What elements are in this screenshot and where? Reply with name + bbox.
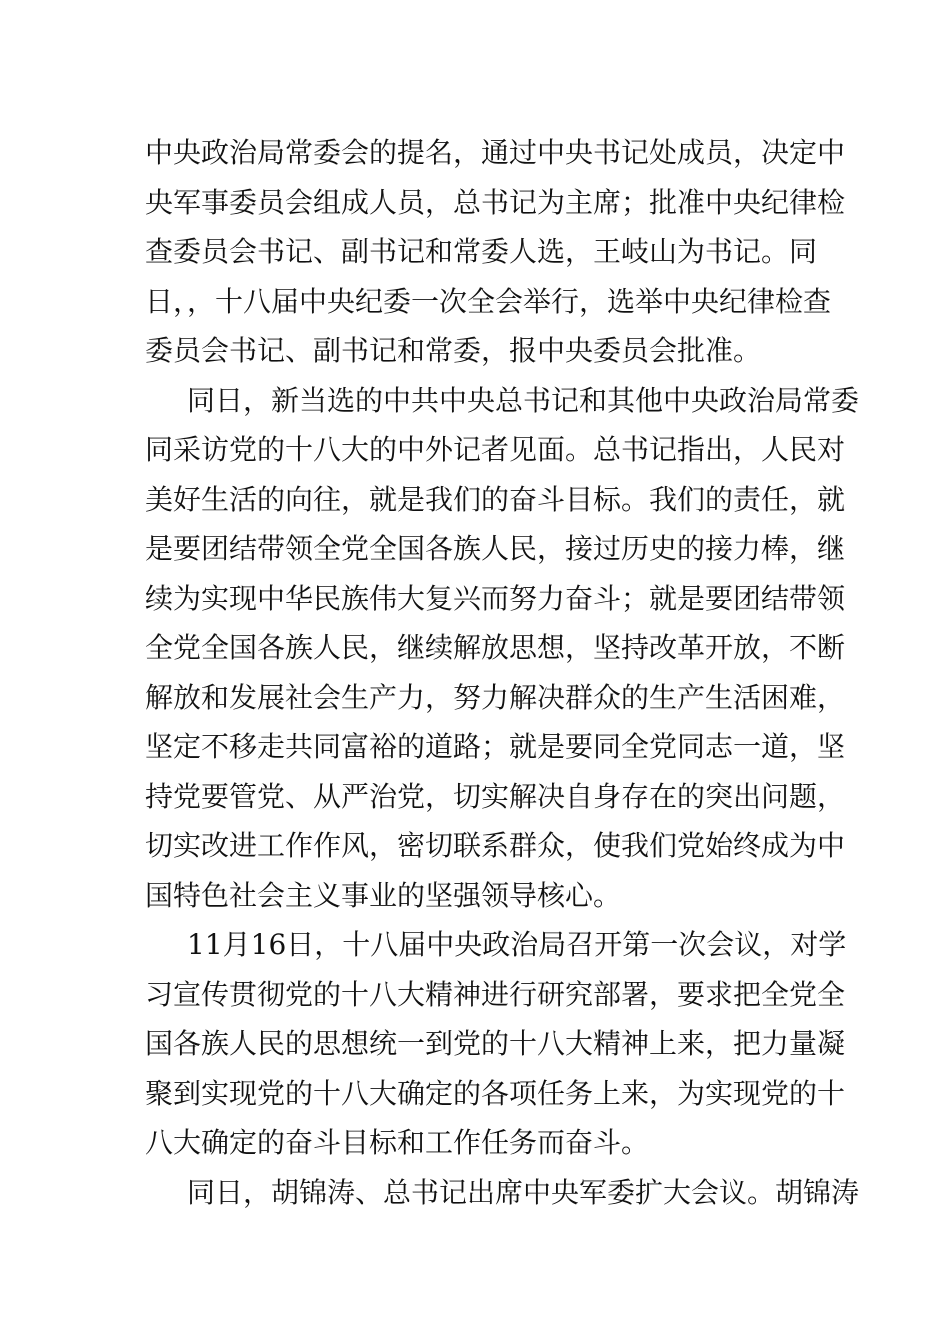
text-line: 查委员会书记、副书记和常委人选，王岐山为书记。同 — [145, 235, 818, 268]
text-line: 八大确定的奋斗目标和工作任务而奋斗。 — [145, 1126, 650, 1159]
paragraph-first-line: 同日，新当选的中共中央总书记和其他中央政治局常委 — [187, 383, 860, 417]
text-line: 续为实现中华民族伟大复兴而努力奋斗；就是要团结带领 — [145, 581, 846, 615]
text-line: 聚到实现党的十八大确定的各项任务上来，为实现党的十 — [145, 1076, 846, 1110]
text-line: 央军事委员会组成人员，总书记为主席；批准中央纪律检 — [145, 185, 846, 219]
paragraph-first-line: 同日，胡锦涛、总书记出席中央军委扩大会议。胡锦涛 — [187, 1175, 860, 1209]
text-line: 坚定不移走共同富裕的道路；就是要同全党同志一道，坚 — [145, 730, 846, 763]
text-line: 全党全国各族人民，继续解放思想，坚持改革开放，不断 — [145, 631, 846, 664]
text-line: 中央政治局常委会的提名，通过中央书记处成员，决定中 — [145, 136, 846, 169]
paragraph-first-line: 11月16日，十八届中央政治局召开第一次会议，对学 — [187, 928, 847, 961]
text-line: 委员会书记、副书记和常委，报中央委员会批准。 — [145, 334, 762, 367]
text-line: 国各族人民的思想统一到党的十八大精神上来，把力量凝 — [145, 1027, 846, 1060]
text-line: 日，，十八届中央纪委一次全会举行，选举中央纪律检查 — [145, 284, 832, 318]
text-line: 切实改进工作作风，密切联系群众，使我们党始终成为中 — [145, 829, 846, 862]
text-line: 习宣传贯彻党的十八大精神进行研究部署，要求把全党全 — [145, 977, 846, 1011]
text-line: 同采访党的十八大的中外记者见面。总书记指出，人民对 — [145, 433, 846, 466]
text-line: 持党要管党、从严治党，切实解决自身存在的突出问题， — [145, 779, 846, 813]
text-line: 美好生活的向往，就是我们的奋斗目标。我们的责任，就 — [145, 482, 846, 516]
text-line: 国特色社会主义事业的坚强领导核心。 — [145, 878, 622, 912]
document-body — [145, 128, 860, 1217]
text-line: 解放和发展社会生产力，努力解决群众的生产生活困难， — [145, 680, 846, 714]
text-line: 是要团结带领全党全国各族人民，接过历史的接力棒，继 — [145, 532, 846, 565]
